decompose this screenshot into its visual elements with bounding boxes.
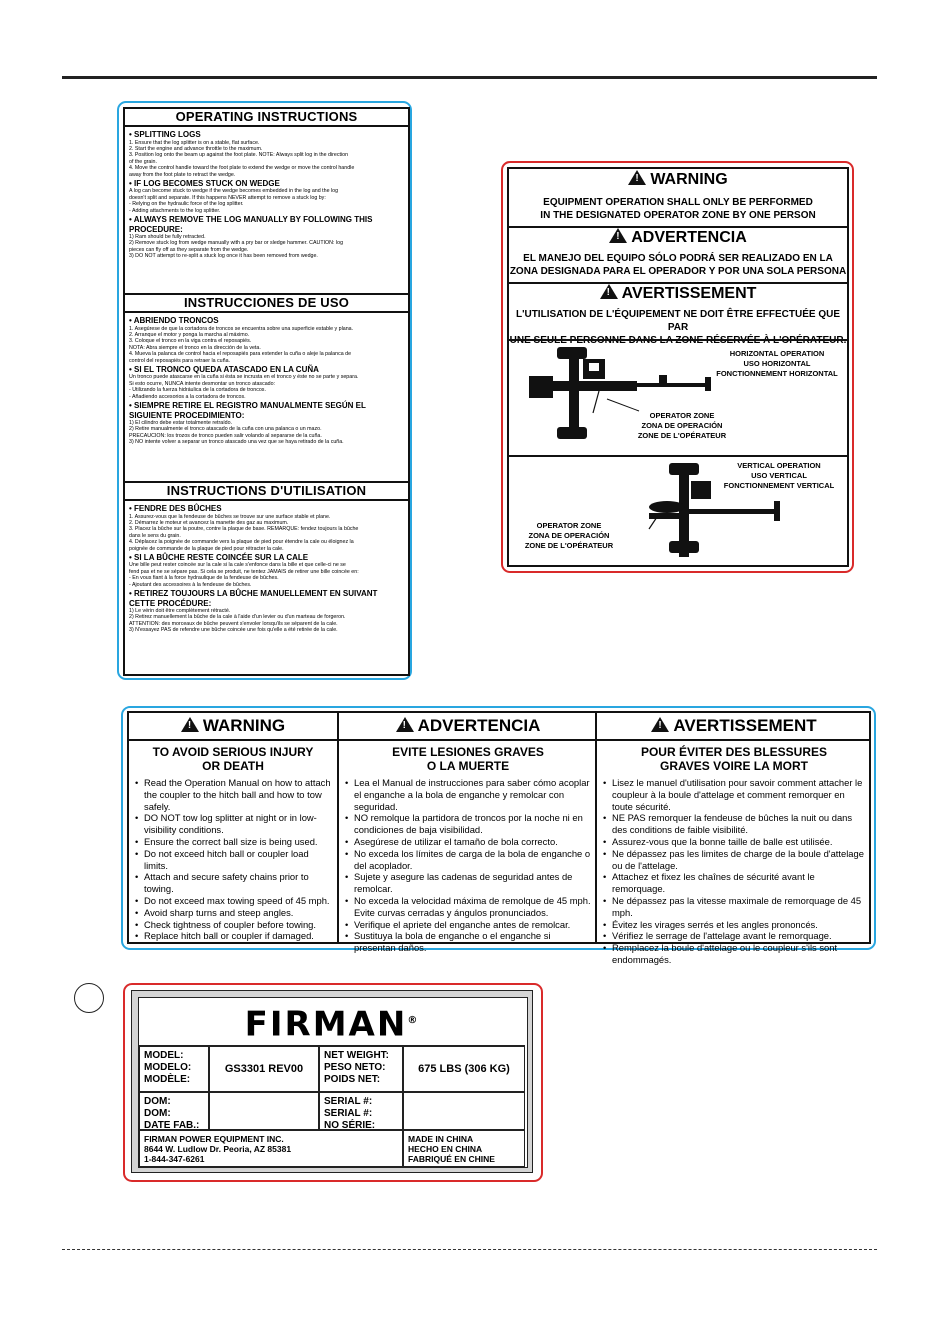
tow-col-fr (595, 713, 871, 965)
firman-nameplate (131, 990, 533, 1173)
warning-triangle-icon (609, 228, 627, 243)
op-section-line: 2. Démarrez le moteur et avancez la manette des gaz au maximum. (129, 519, 289, 526)
op-section-line: - Adding attachments to the log splitter. (129, 207, 221, 214)
op-section-line: pieces can fly off as they separate from the wedge. (129, 246, 249, 253)
op-section-heading: • RETIREZ TOUJOURS LA BÛCHE MANUELLEMENT EN SUIVANT CETTE PROCÉDURE: (129, 589, 378, 608)
warning-triangle-icon (628, 170, 646, 185)
tow-list-item: • Sujete y asegure las cadenas de seguridad antes de remolcar. (345, 871, 593, 895)
top-rule (62, 76, 877, 79)
tow-title-es: ADVERTENCIA (417, 716, 541, 735)
tow-list-fr (597, 777, 871, 966)
horizontal-operation-panel (509, 339, 847, 455)
op-section-line: 3) N'essayez PAS de refendre une bûche coincée une fois qu'elle a été retirée de la cale. (129, 627, 338, 634)
op-section-line: - Ajoutant des accessoires à la fendeuse de bûches. (129, 581, 252, 588)
dom-value (209, 1092, 319, 1130)
op-section-heading: • SIEMPRE RETIRE EL REGISTRO MANUALMENTE SEGÚN EL SIGUIENTE PROCEDIMIENTO: (129, 401, 366, 420)
h-zone-label-1: OPERATOR ZONE (649, 411, 715, 420)
tow-list-item: • Remplacez la boule d'attelage ou le coupleur s'ils sont endommagés. (603, 942, 867, 966)
op-section-line: 2. Start the engine and advance throttle to the maximum. (129, 145, 263, 152)
company-info: FIRMAN POWER EQUIPMENT INC. 8644 W. Ludlow Dr. Peoria, AZ 85381 1-844-347-6261 (139, 1130, 403, 1167)
op-title-fr: INSTRUCTIONS D'UTILISATION (125, 481, 408, 501)
country-of-origin: MADE IN CHINA HECHO EN CHINA FABRIQUÉ EN CHINE (403, 1130, 525, 1167)
tow-list-item: • Sustituya la bola de enganche o el enganche si presentan daños. (345, 930, 593, 954)
op-section-heading: • FENDRE DES BÛCHES (129, 504, 222, 513)
op-section-heading: • SPLITTING LOGS (129, 130, 201, 139)
tow-list-es (339, 777, 597, 954)
tow-sub-en-2: OR DEATH (202, 759, 264, 773)
tow-list-item: • Verifique el apriete del enganche antes de remolcar. (345, 919, 593, 931)
tow-list-item: • NE PAS remorquer la fendeuse de bûches la nuit ou dans des conditions de faible visibilité. (603, 812, 867, 836)
tow-list-item: • Do not exceed max towing speed of 45 mph. (135, 895, 333, 907)
tow-list-item: • Lea el Manual de instrucciones para saber cómo acoplar el enganche a la bola de enganche y remolcar con seguridad. (345, 777, 593, 812)
tow-col-es (337, 713, 597, 954)
tow-list-item: • Asegúrese de utilizar el tamaño de bola correcto. (345, 836, 593, 848)
op-section-line: of the grain. (129, 158, 157, 165)
zone-avert-text-2: UNE SEULE PERSONNE DANS LA ZONE RÉSERVÉE À L'OPÉRATEUR. (509, 335, 847, 346)
op-section-line: A log can become stuck to wedge if the wedge becomes embedded in the log and the log (129, 188, 339, 195)
tow-list-item: • Lisez le manuel d'utilisation pour savoir comment attacher le coupleur à la boule d'attelage et comment remorquer en toute sécurité. (603, 777, 867, 812)
tow-list-item: • Check tightness of coupler before towing. (135, 919, 333, 931)
tow-sub-fr-2: GRAVES VOIRE LA MORT (659, 759, 808, 773)
op-section-line: Une bille peut rester coincée sur la cale si la cale s'enfonce dans la bille et que celle-ci ne se (129, 562, 346, 569)
op-section-heading: • ABRIENDO TRONCOS (129, 316, 219, 325)
zone-avertissement-block (509, 282, 847, 346)
v-zone-label-3: ZONE DE L'OPÉRATEUR (524, 541, 614, 550)
op-section-line: 1. Asegúrese de que la cortadora de troncos se encuentra sobre una superficie estable y plana. (129, 325, 354, 332)
tow-list-item: • DO NOT tow log splitter at night or in low-visibility conditions. (135, 812, 333, 836)
tow-sub-en-1: TO AVOID SERIOUS INJURY (152, 745, 314, 759)
tow-list-item: • Ensure the correct ball size is being used. (135, 836, 333, 848)
zone-advertencia-block (509, 226, 847, 282)
h-op-label-3: FONCTIONNEMENT HORIZONTAL (716, 369, 838, 378)
tow-list-item: • Avoid sharp turns and steep angles. (135, 907, 333, 919)
registered-mark: ® (407, 1015, 420, 1026)
op-section-line: 4. Move the control handle toward the foot plate to extend the wedge or move the control handle (129, 165, 355, 172)
tow-list-item: • Replace hitch ball or coupler if damaged. (135, 930, 333, 942)
op-section-line: Si esto ocurre, NUNCA intente desmontar un tronco atascado: (129, 380, 276, 387)
op-section-line: Un tronco puede atascarse en la cuña si ésta se incrusta en el tronco y éste no se parte y separa. (129, 374, 359, 381)
h-op-label-1: HORIZONTAL OPERATION (729, 349, 825, 358)
op-section-heading: • ALWAYS REMOVE THE LOG MANUALLY BY FOLLOWING THIS PROCEDURE: (129, 215, 373, 234)
op-section-line: 4. Mueva la palanca de control hacia el reposapiés para extender la cuña o aleje la palanca de (129, 351, 352, 358)
op-section-line: - Añadiendo accesorios a la cortadora de troncos. (129, 393, 246, 400)
tow-sub-es-1: EVITE LESIONES GRAVES (392, 745, 544, 759)
zone-warning-block (509, 170, 847, 226)
tow-col-en (129, 713, 337, 942)
op-section-line: doesn't split and separate. If this happens NEVER attempt to remove a stuck log by: (129, 194, 326, 201)
zone-advertencia-title: ADVERTENCIA (631, 229, 747, 246)
zone-adv-text-2: ZONA DESIGNADA PARA EL OPERADOR Y POR UNA SOLA PERSONA (509, 266, 847, 277)
op-section-line: poignée de commande de la plaque de pied pour rétracter la cale. (129, 545, 284, 552)
tow-sub-es-2: O LA MUERTE (426, 759, 510, 773)
op-section-line: 3) NO intente volver a separar un tronco atascado una vez que se haya retirado de la cuña. (129, 439, 344, 446)
op-section-line: 2) Remove stuck log from wedge manually with a pry bar or sledge hammer. CAUTION: log (129, 240, 344, 247)
v-zone-label-2: ZONA DE OPERACIÓN (528, 531, 610, 540)
op-section-heading: • SI LA BÛCHE RESTE COINCÉE SUR LA CALE (129, 552, 309, 562)
h-zone-label-2: ZONA DE OPERACIÓN (641, 421, 723, 430)
tow-list-item: • Assurez-vous que la bonne taille de balle est utilisée. (603, 836, 867, 848)
op-section-line: - En vous fiant à la force hydraulique de la fendeuse de bûches. (129, 575, 279, 582)
op-section-line: 2. Arranque el motor y ponga la marcha al máximo. (129, 331, 250, 338)
op-section-line: PRECAUCIÓN: los trozos de tronco pueden salir volando al separarse de la cuña. (129, 432, 322, 439)
op-body-fr (125, 501, 408, 634)
model-value: GS3301 REV00 (209, 1046, 319, 1092)
op-title-es: INSTRUCCIONES DE USO (125, 293, 408, 313)
op-section-line: - Relying on the hydraulic force of the log splitter. (129, 201, 244, 208)
op-section-line: 3. Placez la bûche sur la poutre, contre la plaque de base. REMARQUE: fendez toujours la bûche (129, 526, 359, 533)
op-section-line: 1. Assurez-vous que la fendeuse de bûches se trouve sur une surface stable et plane. (129, 513, 331, 520)
tow-list-item: • Read the Operation Manual on how to attach the coupler to the hitch ball and how to tow safely. (135, 777, 333, 812)
vertical-operation-panel (509, 455, 847, 568)
zone-warning-title: WARNING (650, 171, 728, 188)
warning-triangle-icon (396, 717, 414, 732)
v-op-label-1: VERTICAL OPERATION (737, 461, 821, 470)
v-op-label-3: FONCTIONNEMENT VERTICAL (723, 481, 835, 490)
h-op-label-2: USO HORIZONTAL (743, 359, 811, 368)
serial-labels: SERIAL #: SERIAL #: NO SÉRIE: (319, 1092, 403, 1130)
op-section-heading: • IF LOG BECOMES STUCK ON WEDGE (129, 178, 280, 188)
op-section-line: dans le sens du grain. (129, 532, 181, 539)
op-section-line: 3. Coloque el tronco en la viga contra el reposapiés. (129, 338, 252, 345)
brand-name: FIRMAN (244, 1004, 408, 1045)
warning-triangle-icon (600, 284, 618, 299)
operating-instructions-label (123, 107, 410, 676)
v-op-label-2: USO VERTICAL (751, 471, 807, 480)
op-section-line: away from the foot plate to retract the wedge. (129, 171, 236, 178)
bottom-dashed-rule (62, 1249, 877, 1250)
op-section-line: ATTENTION: des morceaux de bûche peuvent s'envoler lorsqu'ils se séparent de la cale. (129, 620, 338, 627)
tow-list-en (129, 777, 337, 942)
op-section-line: control del reposapiés para retraer la cuña. (129, 357, 230, 364)
op-section-line: NOTA: Abra siempre el tronco en la dirección de la veta. (129, 344, 261, 351)
op-body-en (125, 127, 408, 293)
v-zone-label-1: OPERATOR ZONE (536, 521, 602, 530)
op-section-line: 1) El cilindro debe estar totalmente retraído. (129, 420, 233, 427)
h-zone-label-3: ZONE DE L'OPÉRATEUR (637, 431, 727, 440)
zone-avert-text-1: L'UTILISATION DE L'ÉQUIPEMENT NE DOIT ÊTRE EFFECTUÉE QUE PAR (515, 309, 841, 333)
zone-avertissement-title: AVERTISSEMENT (621, 285, 757, 302)
op-section-line: 2) Retirez manuellement la bûche de la cale à l'aide d'un levier ou d'un marteau de forgeron. (129, 614, 346, 621)
op-section-heading: • SI EL TRONCO QUEDA ATASCADO EN LA CUÑA (129, 364, 319, 374)
brand-logo (139, 998, 525, 1046)
op-section-line: 1) Le vérin doit être complètement rétracté. (129, 608, 231, 615)
tow-list-item: • Vérifiez le serrage de l'attelage avant le remorquage. (603, 930, 867, 942)
tow-list-item: • No exceda los límites de carga de la bola de enganche o del acoplador. (345, 848, 593, 872)
tow-list-item: • Do not exceed hitch ball or coupler load limits. (135, 848, 333, 872)
op-section-line: 2) Retire manualmente el tronco atascado de la cuña con una palanca o un mazo. (129, 426, 322, 433)
warning-triangle-icon (651, 717, 669, 732)
model-labels: MODEL: MODELO: MODÈLE: (139, 1046, 209, 1092)
callout-circle (74, 983, 104, 1013)
tow-list-item: • No exceda la velocidad máxima de remolque de 45 mph. Evite curvas cerradas y ángulos pronunciados. (345, 895, 593, 919)
op-section-line: 4. Déplacez la poignée de commande vers la plaque de pied pour étendre la cale ou éloignez la (129, 539, 354, 546)
zone-adv-text-1: EL MANEJO DEL EQUIPO SÓLO PODRÁ SER REALIZADO EN LA (523, 253, 833, 264)
tow-list-item: • Ne dépassez pas la vitesse maximale de remorquage de 45 mph. (603, 895, 867, 919)
op-body-es (125, 313, 408, 481)
towing-warning-label (127, 711, 871, 965)
op-section-line: - Utilizando la fuerza hidráulica de la cortadora de troncos. (129, 387, 266, 394)
weight-value: 675 LBS (306 KG) (403, 1046, 525, 1092)
serial-value (403, 1092, 525, 1130)
weight-labels: NET WEIGHT: PESO NETO: POIDS NET: (319, 1046, 403, 1092)
tow-list-item: • Évitez les virages serrés et les angles prononcés. (603, 919, 867, 931)
dom-labels: DOM: DOM: DATE FAB.: (139, 1092, 209, 1130)
operator-zone-label (507, 167, 849, 567)
op-section-line: 3. Position log onto the beam up against the foot plate. NOTE: Always split log in the direction (129, 152, 349, 159)
op-section-line: 3) DO NOT attempt to re-split a stuck log once it has been removed from wedge. (129, 253, 318, 260)
tow-list-item: • Attachez et fixez les chaînes de sécurité avant le remorquage. (603, 871, 867, 895)
op-section-line: 1) Ram should be fully retracted. (129, 234, 206, 241)
op-section-line: 1. Ensure that the log splitter is on a stable, flat surface. (129, 139, 260, 146)
op-section-line: fend pas et ne se sépare pas. Si cela se produit, ne tentez JAMAIS de retirer une bille coincée en: (129, 568, 359, 575)
tow-list-item: • NO remolque la partidora de troncos por la noche ni en condiciones de baja visibilidad. (345, 812, 593, 836)
zone-warning-text-1: EQUIPMENT OPERATION SHALL ONLY BE PERFORMED (543, 197, 813, 208)
tow-list-item: • Attach and secure safety chains prior to towing. (135, 871, 333, 895)
zone-warning-text-2: IN THE DESIGNATED OPERATOR ZONE BY ONE PERSON (540, 210, 816, 221)
tow-sub-fr-1: POUR ÉVITER DES BLESSURES (640, 745, 828, 759)
warning-triangle-icon (181, 717, 199, 732)
tow-title-en: WARNING (202, 716, 286, 735)
op-title-en: OPERATING INSTRUCTIONS (125, 109, 408, 127)
tow-list-item: • Ne dépassez pas les limites de charge de la boule d'attelage ou de l'attelage. (603, 848, 867, 872)
tow-title-fr: AVERTISSEMENT (673, 716, 817, 735)
